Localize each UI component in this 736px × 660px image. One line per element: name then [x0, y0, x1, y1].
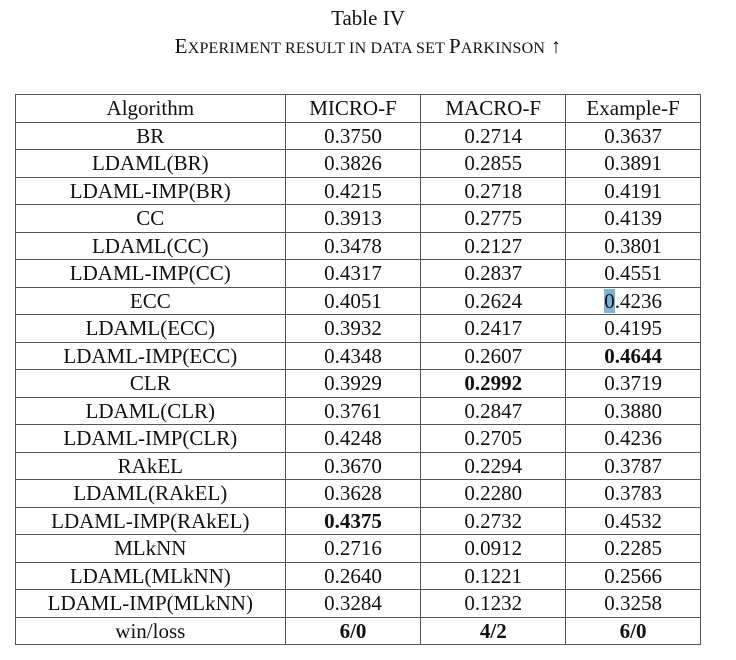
- caption-subtitle-part: XPERIMENT RESULT IN DATA SET: [187, 40, 449, 57]
- micro-f-cell: 0.3628: [285, 480, 421, 508]
- table-row: [16, 177, 701, 205]
- algorithm-cell: ECC: [16, 287, 286, 315]
- algorithm-cell: CC: [16, 205, 286, 233]
- micro-f-cell: 0.3826: [285, 150, 421, 178]
- example-f-cell: 6/0: [566, 617, 701, 645]
- micro-f-cell: 0.3913: [285, 205, 421, 233]
- example-f-cell: 0.2566: [566, 562, 701, 590]
- table-caption-subtitle: [0, 34, 736, 59]
- micro-f-cell: 0.3932: [285, 315, 421, 343]
- table-row: [16, 205, 701, 233]
- algorithm-cell: LDAML-IMP(CLR): [16, 425, 286, 453]
- header-macro-f: MACRO-F: [421, 95, 566, 123]
- example-f-cell: 0.3637: [566, 122, 701, 150]
- micro-f-cell: 0.3670: [285, 452, 421, 480]
- algorithm-cell: LDAML(CC): [16, 232, 286, 260]
- header-example-f: Example-F: [566, 95, 701, 123]
- macro-f-cell: 0.2837: [421, 260, 566, 288]
- example-f-cell: 0.4551: [566, 260, 701, 288]
- micro-f-cell: 0.4051: [285, 287, 421, 315]
- algorithm-cell: LDAML-IMP(BR): [16, 177, 286, 205]
- header-micro-f: MICRO-F: [285, 95, 421, 123]
- table-row: [16, 425, 701, 453]
- example-f-cell: 0.2285: [566, 535, 701, 563]
- table-row: [16, 342, 701, 370]
- header-algorithm: Algorithm: [16, 95, 286, 123]
- table-row: [16, 122, 701, 150]
- table-row: [16, 562, 701, 590]
- micro-f-cell: 0.2716: [285, 535, 421, 563]
- macro-f-cell: 0.2607: [421, 342, 566, 370]
- table-row: [16, 590, 701, 618]
- macro-f-cell: 0.2280: [421, 480, 566, 508]
- caption-subtitle-part: E: [174, 34, 188, 58]
- algorithm-cell: LDAML-IMP(CC): [16, 260, 286, 288]
- table-row: [16, 370, 701, 398]
- table-row: [16, 452, 701, 480]
- micro-f-cell: 0.3284: [285, 590, 421, 618]
- algorithm-cell: LDAML-IMP(MLkNN): [16, 590, 286, 618]
- algorithm-cell: LDAML-IMP(RAkEL): [16, 507, 286, 535]
- header-row: [16, 95, 701, 123]
- micro-f-cell: 0.2640: [285, 562, 421, 590]
- algorithm-cell: LDAML(MLkNN): [16, 562, 286, 590]
- macro-f-cell: 0.2294: [421, 452, 566, 480]
- table-caption-title: Table IV: [331, 6, 405, 30]
- macro-f-cell: 0.2855: [421, 150, 566, 178]
- micro-f-cell: 0.4317: [285, 260, 421, 288]
- cell-text: .4236: [614, 288, 662, 313]
- example-f-cell: 0.3787: [566, 452, 701, 480]
- algorithm-cell: MLkNN: [16, 535, 286, 563]
- macro-f-cell: 0.2732: [421, 507, 566, 535]
- example-f-cell: 0.4532: [566, 507, 701, 535]
- micro-f-cell: 0.4215: [285, 177, 421, 205]
- results-table: [15, 94, 701, 645]
- micro-f-cell: 0.4248: [285, 425, 421, 453]
- macro-f-cell: 0.2992: [421, 370, 566, 398]
- example-f-cell: 0.3801: [566, 232, 701, 260]
- micro-f-cell: 0.3478: [285, 232, 421, 260]
- macro-f-cell: 0.2847: [421, 397, 566, 425]
- table-row: [16, 260, 701, 288]
- algorithm-cell: LDAML(RAkEL): [16, 480, 286, 508]
- macro-f-cell: 0.2624: [421, 287, 566, 315]
- example-f-cell: 0.4236: [566, 425, 701, 453]
- macro-f-cell: 0.2775: [421, 205, 566, 233]
- algorithm-cell: LDAML(CLR): [16, 397, 286, 425]
- table-row: [16, 535, 701, 563]
- macro-f-cell: 0.1221: [421, 562, 566, 590]
- table-row: [16, 507, 701, 535]
- algorithm-cell: RAkEL: [16, 452, 286, 480]
- algorithm-cell: LDAML-IMP(ECC): [16, 342, 286, 370]
- macro-f-cell: 0.1232: [421, 590, 566, 618]
- macro-f-cell: 0.0912: [421, 535, 566, 563]
- table-row: [16, 315, 701, 343]
- example-f-cell: 0.3719: [566, 370, 701, 398]
- example-f-cell: 0.4195: [566, 315, 701, 343]
- macro-f-cell: 0.2417: [421, 315, 566, 343]
- macro-f-cell: 0.2127: [421, 232, 566, 260]
- micro-f-cell: 0.3761: [285, 397, 421, 425]
- table-row: [16, 480, 701, 508]
- algorithm-cell: win/loss: [16, 617, 286, 645]
- example-f-cell: 0.4139: [566, 205, 701, 233]
- text-selection-highlight: 0: [604, 288, 615, 313]
- example-f-cell: 0.3880: [566, 397, 701, 425]
- macro-f-cell: 0.2718: [421, 177, 566, 205]
- macro-f-cell: 4/2: [421, 617, 566, 645]
- example-f-cell: 0.3783: [566, 480, 701, 508]
- algorithm-cell: CLR: [16, 370, 286, 398]
- micro-f-cell: 0.4375: [285, 507, 421, 535]
- table-row: [16, 150, 701, 178]
- micro-f-cell: 0.3929: [285, 370, 421, 398]
- table-row: [16, 232, 701, 260]
- win-loss-row: [16, 617, 701, 645]
- caption-subtitle-part: ↑: [545, 34, 562, 58]
- caption-subtitle-part: ARKINSON: [460, 40, 546, 57]
- table-row: [16, 287, 701, 315]
- example-f-cell: 0.3891: [566, 150, 701, 178]
- macro-f-cell: 0.2714: [421, 122, 566, 150]
- algorithm-cell: LDAML(ECC): [16, 315, 286, 343]
- example-f-cell: [566, 287, 701, 315]
- micro-f-cell: 6/0: [285, 617, 421, 645]
- example-f-cell: 0.3258: [566, 590, 701, 618]
- example-f-cell: 0.4191: [566, 177, 701, 205]
- algorithm-cell: LDAML(BR): [16, 150, 286, 178]
- algorithm-cell: BR: [16, 122, 286, 150]
- micro-f-cell: 0.4348: [285, 342, 421, 370]
- example-f-cell: 0.4644: [566, 342, 701, 370]
- macro-f-cell: 0.2705: [421, 425, 566, 453]
- caption-subtitle-part: P: [449, 34, 461, 58]
- micro-f-cell: 0.3750: [285, 122, 421, 150]
- table-row: [16, 397, 701, 425]
